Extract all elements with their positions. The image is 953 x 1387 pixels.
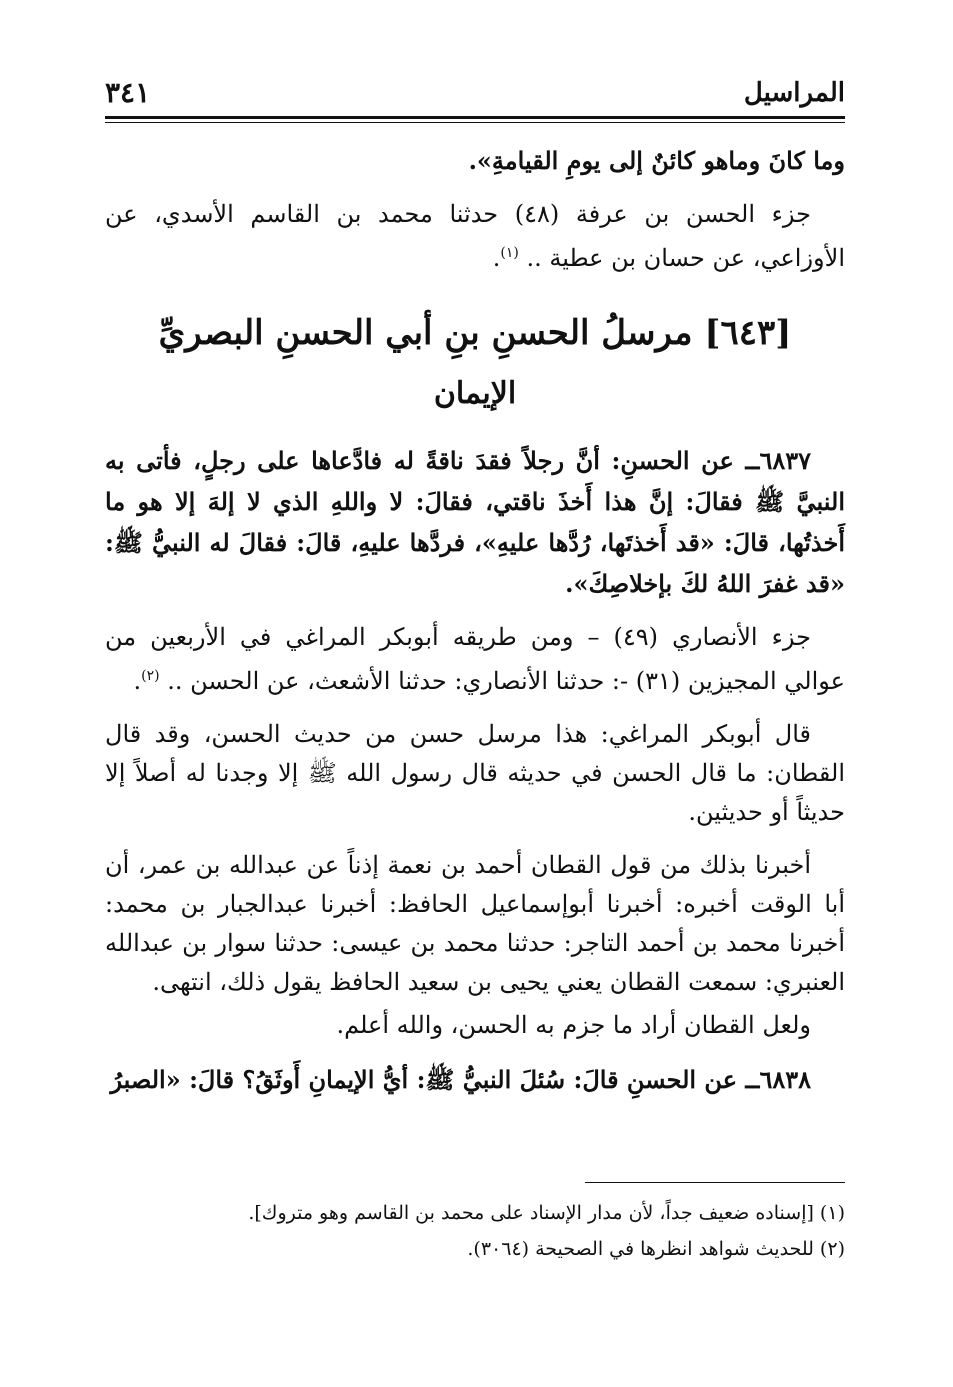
header-rule	[105, 116, 845, 119]
footnotes	[105, 1196, 845, 1268]
section-title: الإيمان	[433, 376, 517, 411]
header-rule-thin	[105, 122, 845, 123]
running-header	[105, 72, 845, 112]
footnote-ref-2[interactable]: (٢)	[141, 668, 160, 684]
continued-text: وما كانَ وماهو كائنٌ إلى يومِ القيامةِ».	[468, 146, 845, 175]
maraghi-paragraph: قال أبوبكر المراغي: هذا مرسل حسن من حديث الحسن، وقد قال القطان: ما قال الحسن في حديثه قال رسول الله ﷺ إلا وجدنا له أصلاً إلا حديثاً أو حديثين.	[105, 720, 845, 826]
source-end: .	[492, 244, 501, 272]
footnote-1: (١) [إسناده ضعيف جداً، لأن مدار الإسناد على محمد بن القاسم وهو متروك].	[248, 1202, 845, 1224]
chapter-title: [٦٤٣] مرسلُ الحسنِ بنِ أبي الحسنِ البصريِّ	[158, 313, 792, 353]
hadith-6838: ٦٨٣٨ــ عن الحسنِ قالَ: سُئلَ النبيُّ ﷺ: أيُّ الإيمانِ أَوثَقُ؟ قالَ: «الصبرُ	[110, 1065, 811, 1094]
footnote-divider	[585, 1182, 845, 1183]
page-body	[105, 140, 845, 1114]
header-title: المراسيل	[743, 78, 845, 108]
laalla-paragraph: ولعل القطان أراد ما جزم به الحسن، والله أعلم.	[336, 1011, 811, 1039]
ansari-text: جزء الأنصاري (٤٩) – ومن طريقه أبوبكر المراغي في الأربعين من عوالي المجيزين (٣١) -: حدثنا الأنصاري: حدثنا الأشعث، عن الحسن ..	[105, 623, 845, 695]
footnote-2: (٢) للحديث شواهد انظرها في الصحيحة (٣٠٦٤).	[467, 1238, 845, 1260]
footnote-ref-1[interactable]: (١)	[500, 245, 519, 261]
ansari-end: .	[133, 667, 142, 695]
hadith-6837: ٦٨٣٧ــ عن الحسنِ: أنَّ رجلاً فقدَ ناقةً له فادَّعاها على رجلٍ، فأتى به النبيَّ ﷺ فقالَ: إنَّ هذا أَخذَ ناقتي، فقالَ: لا واللهِ الذي لا إلهَ إلا هو ما أَخذتُها، قالَ: «قد أَخذتَها، رُدَّها عليهِ»، فردَّها عليهِ، قالَ: فقالَ له النبيُّ ﷺ: «قد غفرَ اللهُ لكَ بإخلاصِكَ».	[105, 446, 845, 598]
page-number: ٣٤١	[105, 76, 151, 109]
source-text: جزء الحسن بن عرفة (٤٨) حدثنا محمد بن القاسم الأسدي، عن الأوزاعي، عن حسان بن عطية ..	[105, 200, 845, 272]
source-paragraph	[105, 195, 845, 278]
ansari-paragraph	[105, 618, 845, 701]
akhbarana-paragraph: أخبرنا بذلك من قول القطان أحمد بن نعمة إذناً عن عبدالله بن عمر، أن أبا الوقت أخبره: أخبرنا أبوإسماعيل الحافظ: أخبرنا عبدالجبار بن محمد: أخبرنا محمد بن أحمد التاجر: حدثنا محمد بن عيسى: حدثنا سوار بن عبدالله العنبري: سمعت القطان يعني يحيى بن سعيد الحافظ يقول ذلك، انتهى.	[105, 851, 845, 996]
